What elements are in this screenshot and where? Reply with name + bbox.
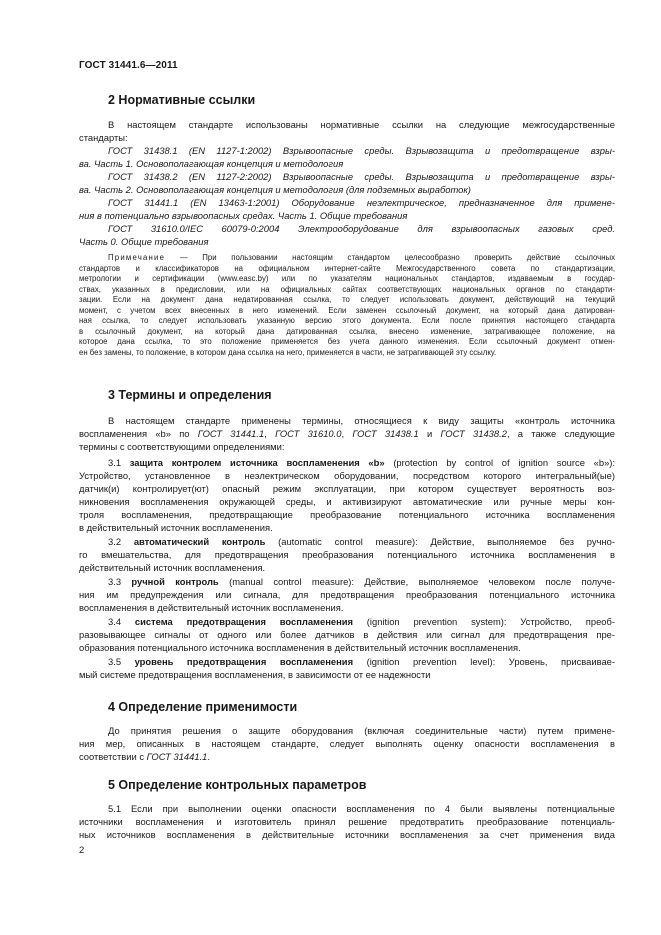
section-3-title: 3 Термины и определения (108, 388, 272, 402)
s3-intro-line-3: термины с соответствующими определениями: (79, 441, 285, 452)
s2-note-line-5: зации. Если на документ дана недатированная ссылка, то следует использовать документ, действующий на текущий (79, 295, 615, 304)
term-3-3-line-1: 3.3 ручной контроль (manual control measure): Действие, выполняемое человеком после получе- (108, 576, 616, 587)
s2-ref-1-line-1: ГОСТ 31438.1 (EN 1127-1:2002) Взрывоопасные среды. Взрывозащита и предотвращение взры- (108, 145, 615, 156)
s2-ref-2-line-1: ГОСТ 31438.2 (EN 1127-2:2002) Взрывоопасные среды. Взрывозащита и предотвращение взры- (108, 171, 615, 182)
s2-ref-4-line-2: Часть 0. Общие требования (79, 236, 209, 247)
term-3-3-line-3: воспламенения в действительный источник воспламенения. (79, 602, 344, 613)
s2-note-line-2: стандартов и классификаторов на официальном интернет-сайте Межгосударственного совета по стандартизации, (79, 263, 615, 273)
term-3-1-line-6: в действительный источник воспламенения. (79, 522, 273, 533)
s5-line-1: 5.1 Если при выполнении оценки опасности воспламенения по 4 были выявлены потенциальные (108, 803, 615, 814)
term-3-2-line-3: действительный источник воспламенения. (79, 562, 266, 573)
ref-gost-31441-1-s4: ГОСТ 31441.1 (146, 751, 208, 762)
s2-note-line-9: которое дана ссылка, то это положение применяется без учета данного изменения. Если ссылочный документ отмен- (79, 337, 615, 346)
s2-note-line-3: метрологии и сертификации (www.easc.by) или по указателям национальных стандартов, издаваемым в государ- (79, 274, 615, 283)
s5-line-2: источники воспламенения и изготовитель принял решение предотвратить преобразование потенциаль- (79, 816, 615, 827)
s4-line-2: ния мер, описанных в настоящем стандарте, следует выполнять оценку опасности воспламенения в (79, 738, 615, 749)
note-label: Примечание (108, 253, 166, 262)
section-5-title: 5 Определение контрольных параметров (108, 778, 367, 792)
term-3-2-name: автоматический контроль (133, 536, 266, 547)
term-3-1-line-4: никновения воспламенения окружающей среды, и активизируют автоматические или ручные меры кон- (79, 496, 615, 507)
s2-note-line-4: ствах, указанных в предисловии, или на официальных сайтах соответствующих национальных органов по стандарти- (79, 284, 615, 294)
s2-ref-2-line-2: ва. Часть 2. Основополагающая концепция и методология (для подземных выработок) (79, 184, 471, 195)
s3-intro-line-1: В настоящем стандарте применены термины, относящиеся к виду защиты «контроль источника (108, 415, 615, 426)
s2-ref-3-line-1: ГОСТ 31441.1 (EN 13463-1:2001) Оборудование неэлектрическое, предназначенное для примене- (108, 197, 615, 208)
s2-intro-line-1: В настоящем стандарте использованы нормативные ссылки на следующие межгосударственные (108, 119, 615, 130)
term-3-5-name: уровень предотвращения воспламенения (134, 656, 354, 667)
term-3-5-line-2: мый системе предотвращения воспламенения, в зависимости от ее надежности (79, 669, 431, 680)
s5-line-3: ных источников воспламенения в действительные источники воспламенения за счет применения вида (79, 829, 615, 840)
s2-note-line-6: момент, с учетом всех внесенных в него изменений. Если заменен ссылочный документ, на который дана датирован- (79, 305, 615, 315)
term-3-5-line-1: 3.5 уровень предотвращения воспламенения (ignition prevention level): Уровень, присваивае- (108, 656, 616, 667)
s2-ref-1-line-2: ва. Часть 1. Основополагающая концепция и методология (79, 158, 344, 169)
term-3-4-line-3: образования потенциального источника воспламенения в действительный источник воспламенения. (79, 642, 521, 653)
s2-note-line-10: ен без замены, то положение, в котором дана ссылка на него, применяется в части, не затрагивающей эту ссылку. (79, 347, 497, 357)
term-3-1-line-2: Устройство, установленное в неэлектрическом оборудовании, посредством которого интегральный(ые) (79, 470, 615, 481)
section-2-title: 2 Нормативные ссылки (108, 93, 256, 107)
s2-intro-line-2: стандарты: (79, 132, 128, 143)
term-3-4-line-2: разовывающее сигналы от одного или более датчиков в действия или сигнал для предотвращения пре- (79, 629, 615, 640)
term-3-1-line-5: троля воспламенения, предотвращающие преобразование потенциального источника воспламенения (79, 509, 615, 520)
ref-gost-31441-1: ГОСТ 31441.1 (197, 428, 265, 439)
term-3-4-name: система предотвращения воспламенения (134, 616, 353, 627)
term-3-4-line-1: 3.4 система предотвращения воспламенения (ignition prevention system): Устройство, преоб- (108, 616, 615, 627)
ref-gost-31438-2: ГОСТ 31438.2 (440, 428, 507, 439)
term-3-1-name: защита контролем источника воспламенения «b» (129, 457, 385, 468)
s3-intro-line-2: воспламенения «b» по ГОСТ 31441.1, ГОСТ 31610.0, ГОСТ 31438.1 и ГОСТ 31438.2, а также следующие (79, 428, 616, 439)
page-number: 2 (79, 845, 85, 856)
s2-note-line-1: Примечание — При пользовании настоящим стандартом целесообразно проверить действие ссылочных (108, 253, 615, 262)
term-3-1-line-3: датчик(и) контролирует(ют) опасный режим эксплуатации, при котором существует вероятность воз- (79, 483, 615, 494)
s4-line-3: соответствии с ГОСТ 31441.1. (79, 751, 210, 762)
document-header: ГОСТ 31441.6—2011 (79, 60, 178, 71)
term-3-3-name: ручной контроль (131, 576, 219, 587)
term-3-3-line-2: ния им предупреждения или сигнала, для предотвращения преобразования потенциального источника (79, 589, 615, 600)
s2-ref-3-line-2: ния в потенциально взрывоопасных средах. Часть 1. Общие требования (79, 210, 408, 221)
term-3-2-line-2: го вмешательства, для предотвращения преобразования потенциального источника воспламенения в (79, 549, 615, 560)
ref-gost-31610-0: ГОСТ 31610.0 (275, 428, 342, 439)
section-4-title: 4 Определение применимости (108, 700, 298, 714)
ref-gost-31438-1: ГОСТ 31438.1 (352, 428, 419, 439)
term-3-2-line-1: 3.2 автоматический контроль (automatic control measure): Действие, выполняемое без ручно- (108, 536, 615, 547)
s4-line-1: До принятия решения о защите оборудования (включая соединительные части) путем примене- (108, 725, 615, 736)
term-3-1-line-1: 3.1 защита контролем источника воспламенения «b» (protection by control of ignition source «b»): (108, 457, 616, 468)
s2-ref-4-line-1: ГОСТ 31610.0/IEC 60079-0:2004 Электрооборудование для взрывоопасных газовых сред. (108, 223, 615, 234)
s2-note-line-7: ная ссылка, то следует использовать указанную версию этого документа. Если после принятия настоящего стандарта (79, 316, 615, 325)
s2-note-line-8: в ссылочный документ, на который дана датированная ссылка, внесено изменение, затрагивающее положение, на (79, 326, 615, 336)
